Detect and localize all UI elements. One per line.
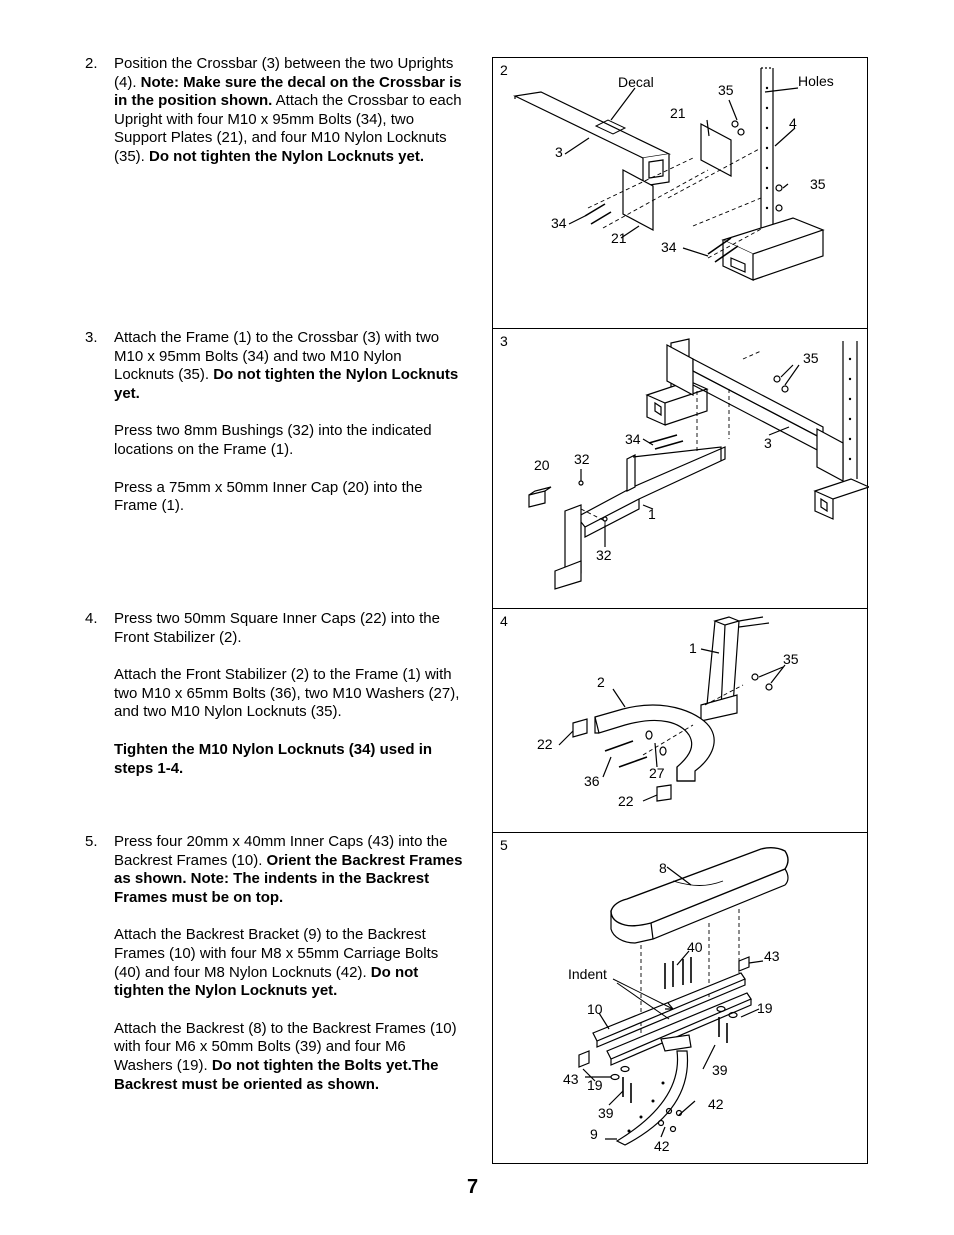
instruction-emphasis: Do not tighten the Nylon Locknuts yet. (149, 147, 425, 165)
part-label: 27 (649, 765, 665, 781)
instruction-paragraph (114, 479, 465, 516)
instruction-paragraph (114, 610, 465, 647)
page-number: 7 (467, 1176, 479, 1198)
part-label: Decal (618, 74, 654, 90)
step-body (114, 833, 465, 1094)
part-label: 42 (708, 1096, 724, 1112)
diagram-panel-5 (492, 832, 868, 1164)
part-label: 22 (618, 793, 634, 809)
part-label: 21 (611, 230, 627, 246)
backrest-assembly-drawing (493, 833, 869, 1165)
instruction-text: Press a 75mm x 50mm Inner Cap (20) into the Frame (1). (114, 478, 423, 515)
instruction-paragraph (114, 329, 465, 403)
part-label: 10 (587, 1001, 603, 1017)
part-label: 8 (659, 860, 667, 876)
part-label: 19 (757, 1000, 773, 1016)
step-number: 3. (85, 329, 98, 346)
part-label: 39 (712, 1062, 728, 1078)
part-label: 2 (597, 674, 605, 690)
part-label: Indent (568, 966, 607, 982)
part-label: 35 (718, 82, 734, 98)
part-label: Holes (798, 73, 834, 89)
step-body (114, 329, 465, 516)
step-body (114, 610, 465, 778)
part-label: 3 (555, 144, 563, 160)
part-label: 34 (625, 431, 641, 447)
part-label: 3 (764, 435, 772, 451)
part-label: 9 (590, 1126, 598, 1142)
part-label: 32 (596, 547, 612, 563)
instruction-text: Attach the Frame (1) to the Crossbar (3) with two M10 x 95mm Bolts (34) and two M10 Nylon Locknuts (35). (114, 329, 440, 384)
part-label: 34 (551, 215, 567, 231)
part-label: 21 (670, 105, 686, 121)
instruction-text: Attach the Front Stabilizer (2) to the Frame (1) with two M10 x 65mm Bolts (36), two M10 Washers (27), and two M10 Nylon Locknuts (35). (114, 666, 460, 721)
panel-number: 3 (500, 333, 508, 349)
step-number: 2. (85, 55, 98, 72)
panel-number: 4 (500, 613, 508, 629)
instruction-paragraph (114, 422, 465, 459)
instruction-paragraph (114, 833, 465, 907)
part-label: 42 (654, 1138, 670, 1154)
step-number: 4. (85, 610, 98, 627)
panel-number: 5 (500, 837, 508, 853)
diagram-panel-2 (492, 57, 868, 330)
part-label: 20 (534, 457, 550, 473)
panel-number: 2 (500, 62, 508, 78)
diagram-panel-4 (492, 608, 868, 834)
step-3 (85, 329, 465, 535)
step-4 (85, 610, 465, 797)
instruction-emphasis: Orient the Backrest Frames as shown. Note: The indents in the Backrest Frames must be on top. (114, 851, 463, 906)
part-label: 40 (687, 939, 703, 955)
instruction-text: Attach the Crossbar to each Upright with four M10 x 95mm Bolts (34), two Support Plates (21), and four M10 Nylon Locknuts (35). (114, 92, 462, 165)
part-label: 19 (587, 1077, 603, 1093)
instruction-text: Press four 20mm x 40mm Inner Caps (43) into the Backrest Frames (10). (114, 833, 448, 869)
part-label: 35 (810, 176, 826, 192)
instruction-text: Attach the Backrest (8) to the Backrest Frames (10) with four M6 x 50mm Bolts (39) and four M6 Washers (19). (114, 1019, 457, 1074)
part-label: 43 (764, 948, 780, 964)
step-number: 5. (85, 833, 98, 850)
part-label: 4 (789, 115, 797, 131)
step-2 (85, 55, 465, 186)
part-label: 35 (783, 651, 799, 667)
instruction-paragraph (114, 926, 465, 1000)
instruction-text: Attach the Backrest Bracket (9) to the Backrest Frames (10) with four M8 x 55mm Carriage Bolts (40) and four M8 Nylon Locknuts (42). (114, 926, 439, 981)
instruction-paragraph (114, 741, 465, 778)
part-label: 39 (598, 1105, 614, 1121)
instruction-paragraph (114, 666, 465, 722)
part-label: 1 (689, 640, 697, 656)
part-label: 1 (648, 506, 656, 522)
instruction-paragraph (114, 55, 465, 167)
diagram-panel-3 (492, 328, 868, 610)
part-label: 32 (574, 451, 590, 467)
instruction-text: Position the Crossbar (3) between the two Uprights (4). (114, 55, 454, 91)
instruction-emphasis: Tighten the M10 Nylon Locknuts (34) used in steps 1-4. (114, 740, 433, 777)
crossbar-assembly-drawing (493, 58, 869, 331)
instruction-text: Press two 50mm Square Inner Caps (22) into the Front Stabilizer (2). (114, 610, 440, 646)
step-body (114, 55, 465, 167)
part-label: 43 (563, 1071, 579, 1087)
instruction-text: Press two 8mm Bushings (32) into the indicated locations on the Frame (1). (114, 422, 432, 458)
step-5 (85, 833, 465, 1113)
instruction-emphasis: Note: Make sure the decal on the Crossbar is in the position shown. (114, 73, 462, 110)
instruction-emphasis: Do not tighten the Nylon Locknuts yet. (114, 963, 419, 1000)
part-label: 34 (661, 239, 677, 255)
part-label: 22 (537, 736, 553, 752)
instruction-emphasis: Do not tighten the Nylon Locknuts yet. (114, 366, 459, 402)
instruction-emphasis: Do not tighten the Bolts yet.The Backrest must be oriented as shown. (114, 1056, 439, 1093)
front-stabilizer-drawing (493, 609, 869, 835)
part-label: 36 (584, 773, 600, 789)
part-label: 35 (803, 350, 819, 366)
instruction-paragraph (114, 1020, 465, 1094)
